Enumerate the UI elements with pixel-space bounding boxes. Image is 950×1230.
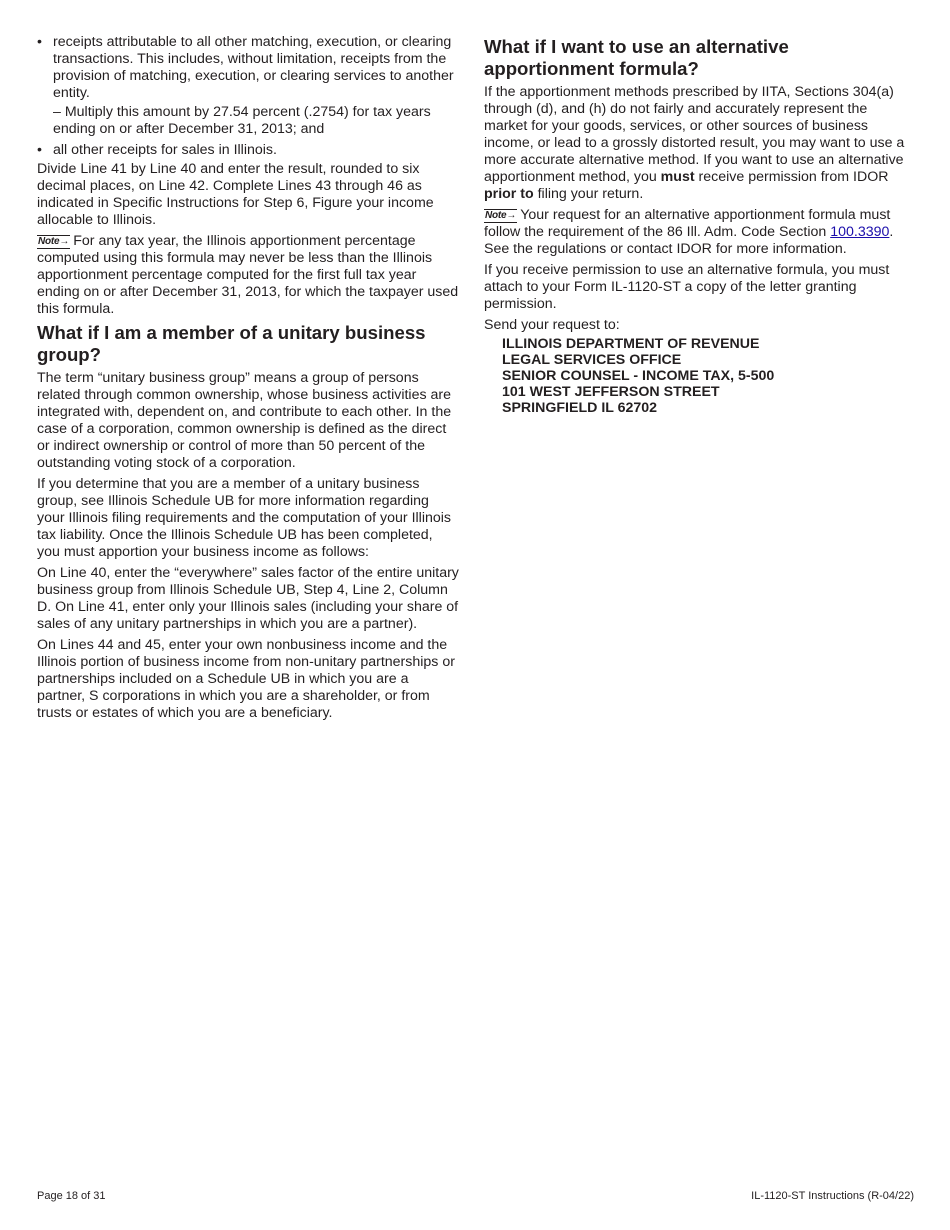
text-run: . See the regulations or contact IDOR for more information.	[484, 224, 894, 257]
divide-instruction: Divide Line 41 by Line 40 and enter the result, rounded to six decimal places, on Line 42. Complete Lines 43 through 46 as indicated in Specific Instructions for Step 6, Figure your income allocable to Illinois.	[37, 161, 434, 228]
emphasis-prior-to: prior to	[484, 186, 534, 202]
arrow-icon: →	[506, 210, 517, 221]
note-paragraph	[37, 233, 459, 318]
note-icon	[484, 209, 517, 223]
bullet-icon: •	[37, 34, 42, 50]
address-line: SENIOR COUNSEL - INCOME TAX, 5-500	[502, 368, 775, 384]
address-line: 101 WEST JEFFERSON STREET	[502, 384, 720, 400]
note-text: For any tax year, the Illinois apportionment percentage computed using this formula may never be less than the Illinois apportionment percentage computed for the first full tax year ending on or after December 31, 2013, for which the taxpayer used this formula.	[37, 233, 459, 317]
right-column	[484, 34, 906, 416]
note-label: Note	[485, 210, 507, 221]
paragraph	[484, 84, 906, 203]
bullet-text: all other receipts for sales in Illinois.	[53, 142, 277, 158]
bullet-text: receipts attributable to all other matching, execution, or clearing transactions. This includes, without limitation, receipts from the provision of matching, execution, or clearing services to another entity.	[53, 34, 454, 101]
list-item	[37, 34, 459, 102]
alternative-heading: What if I want to use an alternative apportionment formula?	[484, 36, 789, 79]
multiply-instruction: – Multiply this amount by 27.54 percent (.2754) for tax years ending on or after December 31, 2013; and	[53, 104, 431, 137]
address-line: ILLINOIS DEPARTMENT OF REVENUE	[502, 336, 760, 352]
receipts-list	[37, 34, 459, 102]
address-line: SPRINGFIELD IL 62702	[502, 400, 658, 416]
text-run: filing your return.	[533, 186, 644, 202]
paragraph: If you determine that you are a member of a unitary business group, see Illinois Schedule UB for more information regarding your Illinois filing requirements and the computation of your Illinois tax liability. Once the Illinois Schedule UB has been completed, you must apportion your business income as follows:	[37, 476, 452, 560]
note-paragraph	[484, 207, 906, 258]
paragraph: On Line 40, enter the “everywhere” sales factor of the entire unitary business group from Illinois Schedule UB, Step 4, Line 2, Column D. On Line 41, enter only your Illinois sales (including your share of sales of any unitary partnerships in which you are a partner).	[37, 565, 459, 632]
paragraph: If you receive permission to use an alternative formula, you must attach to your Form IL-1120-ST a copy of the letter granting permission.	[484, 262, 890, 312]
address-line: LEGAL SERVICES OFFICE	[502, 352, 682, 368]
emphasis-must: must	[660, 169, 695, 185]
code-section-link[interactable]: 100.3390	[830, 224, 890, 240]
paragraph: The term “unitary business group” means a group of persons related through common ownership, whose business activities are integrated with, dependent on, and contribute to each other. In the case of a corporation, common ownership is defined as the direct or indirect ownership or control of more than 50 percent of the outstanding voting stock of a corporation.	[37, 370, 452, 471]
paragraph: On Lines 44 and 45, enter your own nonbusiness income and the Illinois portion of business income from non-unitary partnerships or partnerships included on a Schedule UB in which you are a partner, S corporations in which you are a shareholder, or from trusts or estates of which you are a beneficiary.	[37, 637, 455, 721]
mailing-address	[484, 336, 906, 416]
list-item	[37, 142, 459, 159]
text-run: receive permission from IDOR	[694, 169, 889, 185]
text-run: If the apportionment methods prescribed by IITA, Sections 304(a) through (d), and (h) do not fairly and accurately represent the market for your goods, services, or other sources of business income, or lead to a grossly distorted result, you may want to use a more accurate alternative method. If you want to use an alternative apportionment method, you	[484, 84, 905, 185]
bullet-icon: •	[37, 142, 42, 158]
page-number: Page 18 of 31	[37, 1190, 106, 1202]
unitary-heading: What if I am a member of a unitary business group?	[37, 322, 426, 365]
text-run: Your request for an alternative apportionment formula must follow the requirement of the 86 Ill. Adm. Code Section	[484, 207, 891, 240]
form-identifier: IL-1120-ST Instructions (R-04/22)	[751, 1190, 914, 1202]
note-icon	[37, 235, 70, 249]
note-label: Note	[38, 236, 60, 247]
arrow-icon: →	[59, 236, 70, 247]
receipts-list	[37, 142, 459, 159]
send-request-label: Send your request to:	[484, 317, 620, 333]
left-column	[37, 34, 459, 726]
